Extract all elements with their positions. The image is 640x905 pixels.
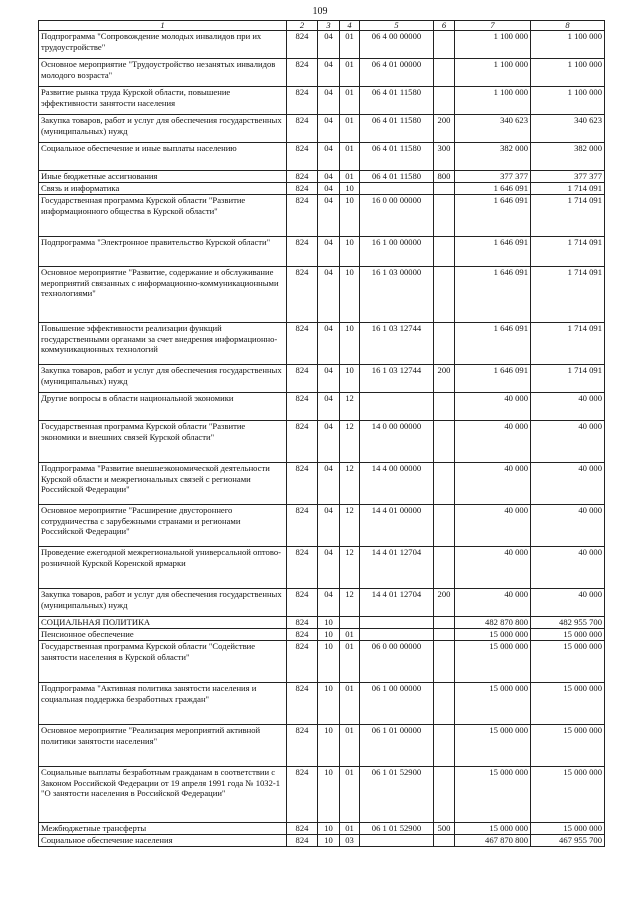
amount-year1-cell: 1 646 091 xyxy=(455,183,531,195)
row-name-cell: Иные бюджетные ассигнования xyxy=(39,171,287,183)
expense-type-cell xyxy=(434,267,455,323)
ministry-code-cell: 824 xyxy=(287,195,318,237)
section-code-cell: 10 xyxy=(318,823,340,835)
amount-year2-cell: 382 000 xyxy=(531,143,605,171)
amount-year1-cell: 15 000 000 xyxy=(455,683,531,725)
amount-year2-cell: 40 000 xyxy=(531,463,605,505)
amount-year1-cell: 1 646 091 xyxy=(455,323,531,365)
subsection-code-cell: 03 xyxy=(340,835,360,847)
section-code-cell: 04 xyxy=(318,59,340,87)
target-article-cell: 16 1 03 12744 xyxy=(360,323,434,365)
row-name-cell: Подпрограмма "Сопровождение молодых инвалидов при их трудоустройстве" xyxy=(39,31,287,59)
target-article-cell: 16 1 00 00000 xyxy=(360,237,434,267)
expense-type-cell xyxy=(434,463,455,505)
section-code-cell: 10 xyxy=(318,725,340,767)
row-name-cell: Пенсионное обеспечение xyxy=(39,629,287,641)
row-name-cell: Закупка товаров, работ и услуг для обеспечения государственных (муниципальных) нужд xyxy=(39,365,287,393)
expense-type-cell xyxy=(434,505,455,547)
amount-year1-cell: 482 870 800 xyxy=(455,617,531,629)
amount-year2-cell: 1 714 091 xyxy=(531,365,605,393)
target-article-cell: 06 1 01 00000 xyxy=(360,725,434,767)
section-code-cell: 04 xyxy=(318,365,340,393)
amount-year1-cell: 467 870 800 xyxy=(455,835,531,847)
column-header: 8 xyxy=(531,21,605,31)
expense-type-cell xyxy=(434,641,455,683)
expense-type-cell xyxy=(434,725,455,767)
ministry-code-cell: 824 xyxy=(287,629,318,641)
table-header-row xyxy=(39,21,605,31)
table-row xyxy=(39,641,605,683)
row-name-cell: Развитие рынка труда Курской области, повышение эффективности занятости населения xyxy=(39,87,287,115)
table-row xyxy=(39,195,605,237)
ministry-code-cell: 824 xyxy=(287,87,318,115)
ministry-code-cell: 824 xyxy=(287,683,318,725)
amount-year1-cell: 40 000 xyxy=(455,505,531,547)
target-article-cell: 06 1 00 00000 xyxy=(360,683,434,725)
row-name-cell: Другие вопросы в области национальной экономики xyxy=(39,393,287,421)
subsection-code-cell: 12 xyxy=(340,463,360,505)
amount-year1-cell: 15 000 000 xyxy=(455,823,531,835)
section-code-cell: 04 xyxy=(318,87,340,115)
expense-type-cell xyxy=(434,629,455,641)
column-header: 7 xyxy=(455,21,531,31)
column-header: 5 xyxy=(360,21,434,31)
expense-type-cell xyxy=(434,767,455,823)
table-row xyxy=(39,115,605,143)
expense-type-cell xyxy=(434,421,455,463)
column-header: 4 xyxy=(340,21,360,31)
ministry-code-cell: 824 xyxy=(287,835,318,847)
row-name-cell: Социальное обеспечение и иные выплаты населению xyxy=(39,143,287,171)
section-code-cell: 04 xyxy=(318,115,340,143)
row-name-cell: Социальное обеспечение населения xyxy=(39,835,287,847)
section-code-cell: 10 xyxy=(318,617,340,629)
expense-type-cell xyxy=(434,31,455,59)
row-name-cell: Связь и информатика xyxy=(39,183,287,195)
amount-year1-cell: 15 000 000 xyxy=(455,725,531,767)
section-code-cell: 04 xyxy=(318,547,340,589)
table-row xyxy=(39,31,605,59)
amount-year2-cell: 40 000 xyxy=(531,505,605,547)
amount-year1-cell: 1 100 000 xyxy=(455,31,531,59)
ministry-code-cell: 824 xyxy=(287,237,318,267)
ministry-code-cell: 824 xyxy=(287,617,318,629)
expense-type-cell: 500 xyxy=(434,823,455,835)
expense-type-cell: 200 xyxy=(434,589,455,617)
table-row xyxy=(39,393,605,421)
subsection-code-cell: 01 xyxy=(340,683,360,725)
amount-year1-cell: 1 100 000 xyxy=(455,59,531,87)
target-article-cell: 16 1 03 12744 xyxy=(360,365,434,393)
amount-year2-cell: 1 100 000 xyxy=(531,31,605,59)
subsection-code-cell: 10 xyxy=(340,365,360,393)
subsection-code-cell: 10 xyxy=(340,267,360,323)
expense-type-cell: 200 xyxy=(434,365,455,393)
section-code-cell: 04 xyxy=(318,505,340,547)
expense-type-cell xyxy=(434,617,455,629)
table-row xyxy=(39,143,605,171)
budget-table xyxy=(38,20,605,847)
table-row xyxy=(39,725,605,767)
expense-type-cell: 300 xyxy=(434,143,455,171)
amount-year2-cell: 15 000 000 xyxy=(531,725,605,767)
ministry-code-cell: 824 xyxy=(287,171,318,183)
subsection-code-cell: 12 xyxy=(340,393,360,421)
section-code-cell: 04 xyxy=(318,589,340,617)
target-article-cell: 06 4 01 00000 xyxy=(360,59,434,87)
amount-year2-cell: 467 955 700 xyxy=(531,835,605,847)
target-article-cell: 14 4 01 12704 xyxy=(360,547,434,589)
subsection-code-cell xyxy=(340,617,360,629)
target-article-cell xyxy=(360,629,434,641)
amount-year1-cell: 1 100 000 xyxy=(455,87,531,115)
ministry-code-cell: 824 xyxy=(287,31,318,59)
subsection-code-cell: 01 xyxy=(340,641,360,683)
ministry-code-cell: 824 xyxy=(287,365,318,393)
target-article-cell: 14 4 01 00000 xyxy=(360,505,434,547)
subsection-code-cell: 01 xyxy=(340,725,360,767)
subsection-code-cell: 12 xyxy=(340,589,360,617)
row-name-cell: Государственная программа Курской области "Развитие информационного общества в Курской области" xyxy=(39,195,287,237)
section-code-cell: 10 xyxy=(318,683,340,725)
amount-year2-cell: 1 714 091 xyxy=(531,323,605,365)
ministry-code-cell: 824 xyxy=(287,505,318,547)
subsection-code-cell: 12 xyxy=(340,547,360,589)
amount-year2-cell: 1 100 000 xyxy=(531,59,605,87)
section-code-cell: 10 xyxy=(318,629,340,641)
column-header: 1 xyxy=(39,21,287,31)
target-article-cell: 06 4 01 11580 xyxy=(360,115,434,143)
row-name-cell: Межбюджетные трансферты xyxy=(39,823,287,835)
row-name-cell: Подпрограмма "Активная политика занятости населения и социальная поддержка безработных граждан" xyxy=(39,683,287,725)
table-row xyxy=(39,629,605,641)
table-row xyxy=(39,683,605,725)
subsection-code-cell: 01 xyxy=(340,823,360,835)
amount-year2-cell: 1 714 091 xyxy=(531,267,605,323)
target-article-cell: 06 0 00 00000 xyxy=(360,641,434,683)
row-name-cell: Повышение эффективности реализации функций государственными органами за счет внедрения информационно-коммуникационных технологий xyxy=(39,323,287,365)
target-article-cell xyxy=(360,393,434,421)
table-row xyxy=(39,237,605,267)
table-row xyxy=(39,87,605,115)
table-row xyxy=(39,835,605,847)
target-article-cell: 14 4 01 12704 xyxy=(360,589,434,617)
section-code-cell: 04 xyxy=(318,267,340,323)
subsection-code-cell: 01 xyxy=(340,143,360,171)
page-number: 109 xyxy=(312,6,328,17)
table-row xyxy=(39,267,605,323)
ministry-code-cell: 824 xyxy=(287,641,318,683)
expense-type-cell xyxy=(434,183,455,195)
subsection-code-cell: 10 xyxy=(340,183,360,195)
row-name-cell: Основное мероприятие "Развитие, содержание и обслуживание мероприятий связанных с информационно-коммуникационными технологиями" xyxy=(39,267,287,323)
subsection-code-cell: 01 xyxy=(340,767,360,823)
target-article-cell: 16 0 00 00000 xyxy=(360,195,434,237)
target-article-cell: 14 4 00 00000 xyxy=(360,463,434,505)
target-article-cell: 06 4 00 00000 xyxy=(360,31,434,59)
ministry-code-cell: 824 xyxy=(287,547,318,589)
amount-year2-cell: 1 714 091 xyxy=(531,195,605,237)
amount-year1-cell: 340 623 xyxy=(455,115,531,143)
section-code-cell: 04 xyxy=(318,31,340,59)
amount-year1-cell: 40 000 xyxy=(455,393,531,421)
amount-year1-cell: 40 000 xyxy=(455,547,531,589)
amount-year1-cell: 40 000 xyxy=(455,463,531,505)
expense-type-cell xyxy=(434,87,455,115)
expense-type-cell xyxy=(434,393,455,421)
expense-type-cell xyxy=(434,237,455,267)
table-row xyxy=(39,617,605,629)
subsection-code-cell: 01 xyxy=(340,171,360,183)
section-code-cell: 04 xyxy=(318,195,340,237)
amount-year1-cell: 15 000 000 xyxy=(455,629,531,641)
amount-year2-cell: 15 000 000 xyxy=(531,683,605,725)
expense-type-cell xyxy=(434,683,455,725)
subsection-code-cell: 01 xyxy=(340,31,360,59)
section-code-cell: 04 xyxy=(318,421,340,463)
amount-year2-cell: 377 377 xyxy=(531,171,605,183)
ministry-code-cell: 824 xyxy=(287,421,318,463)
subsection-code-cell: 12 xyxy=(340,421,360,463)
ministry-code-cell: 824 xyxy=(287,143,318,171)
row-name-cell: СОЦИАЛЬНАЯ ПОЛИТИКА xyxy=(39,617,287,629)
target-article-cell: 06 4 01 11580 xyxy=(360,87,434,115)
amount-year1-cell: 15 000 000 xyxy=(455,641,531,683)
amount-year2-cell: 15 000 000 xyxy=(531,629,605,641)
expense-type-cell xyxy=(434,323,455,365)
column-header: 2 xyxy=(287,21,318,31)
ministry-code-cell: 824 xyxy=(287,323,318,365)
expense-type-cell xyxy=(434,59,455,87)
subsection-code-cell: 10 xyxy=(340,195,360,237)
amount-year1-cell: 40 000 xyxy=(455,589,531,617)
ministry-code-cell: 824 xyxy=(287,59,318,87)
amount-year1-cell: 15 000 000 xyxy=(455,767,531,823)
ministry-code-cell: 824 xyxy=(287,823,318,835)
amount-year1-cell: 382 000 xyxy=(455,143,531,171)
row-name-cell: Государственная программа Курской области "Содействие занятости населения в Курской области" xyxy=(39,641,287,683)
amount-year1-cell: 1 646 091 xyxy=(455,365,531,393)
section-code-cell: 04 xyxy=(318,237,340,267)
row-name-cell: Основное мероприятие "Расширение двустороннего сотрудничества с зарубежными странами и регионами Российской Федерации" xyxy=(39,505,287,547)
ministry-code-cell: 824 xyxy=(287,183,318,195)
subsection-code-cell: 01 xyxy=(340,629,360,641)
column-header: 6 xyxy=(434,21,455,31)
column-header: 3 xyxy=(318,21,340,31)
table-row xyxy=(39,323,605,365)
row-name-cell: Основное мероприятие "Реализация мероприятий активной политики занятости населения" xyxy=(39,725,287,767)
amount-year2-cell: 1 714 091 xyxy=(531,183,605,195)
table-row xyxy=(39,421,605,463)
target-article-cell: 16 1 03 00000 xyxy=(360,267,434,323)
amount-year2-cell: 15 000 000 xyxy=(531,823,605,835)
amount-year2-cell: 340 623 xyxy=(531,115,605,143)
subsection-code-cell: 01 xyxy=(340,59,360,87)
expense-type-cell: 800 xyxy=(434,171,455,183)
amount-year1-cell: 1 646 091 xyxy=(455,195,531,237)
amount-year2-cell: 40 000 xyxy=(531,547,605,589)
amount-year1-cell: 1 646 091 xyxy=(455,267,531,323)
amount-year2-cell: 1 714 091 xyxy=(531,237,605,267)
ministry-code-cell: 824 xyxy=(287,589,318,617)
table-row xyxy=(39,59,605,87)
row-name-cell: Подпрограмма "Развитие внешнеэкономической деятельности Курской области и межрегиональных связей с регионами Российской Федерации" xyxy=(39,463,287,505)
section-code-cell: 04 xyxy=(318,183,340,195)
section-code-cell: 10 xyxy=(318,767,340,823)
subsection-code-cell: 01 xyxy=(340,115,360,143)
section-code-cell: 10 xyxy=(318,641,340,683)
section-code-cell: 10 xyxy=(318,835,340,847)
table-row xyxy=(39,547,605,589)
ministry-code-cell: 824 xyxy=(287,725,318,767)
row-name-cell: Закупка товаров, работ и услуг для обеспечения государственных (муниципальных) нужд xyxy=(39,115,287,143)
table-row xyxy=(39,171,605,183)
target-article-cell xyxy=(360,183,434,195)
table-row xyxy=(39,589,605,617)
ministry-code-cell: 824 xyxy=(287,115,318,143)
target-article-cell xyxy=(360,835,434,847)
table-row xyxy=(39,183,605,195)
ministry-code-cell: 824 xyxy=(287,267,318,323)
amount-year1-cell: 377 377 xyxy=(455,171,531,183)
section-code-cell: 04 xyxy=(318,463,340,505)
expense-type-cell xyxy=(434,195,455,237)
row-name-cell: Государственная программа Курской области "Развитие экономики и внешних связей Курской области" xyxy=(39,421,287,463)
subsection-code-cell: 10 xyxy=(340,323,360,365)
row-name-cell: Подпрограмма "Электронное правительство Курской области" xyxy=(39,237,287,267)
amount-year2-cell: 40 000 xyxy=(531,589,605,617)
subsection-code-cell: 12 xyxy=(340,505,360,547)
table-row xyxy=(39,365,605,393)
section-code-cell: 04 xyxy=(318,171,340,183)
ministry-code-cell: 824 xyxy=(287,767,318,823)
table-row xyxy=(39,505,605,547)
ministry-code-cell: 824 xyxy=(287,463,318,505)
target-article-cell: 06 1 01 52900 xyxy=(360,767,434,823)
row-name-cell: Основное мероприятие "Трудоустройство незанятых инвалидов молодого возраста" xyxy=(39,59,287,87)
amount-year1-cell: 1 646 091 xyxy=(455,237,531,267)
amount-year2-cell: 40 000 xyxy=(531,393,605,421)
amount-year2-cell: 482 955 700 xyxy=(531,617,605,629)
amount-year2-cell: 15 000 000 xyxy=(531,767,605,823)
table-row xyxy=(39,463,605,505)
section-code-cell: 04 xyxy=(318,323,340,365)
subsection-code-cell: 10 xyxy=(340,237,360,267)
ministry-code-cell: 824 xyxy=(287,393,318,421)
amount-year2-cell: 15 000 000 xyxy=(531,641,605,683)
target-article-cell: 06 4 01 11580 xyxy=(360,171,434,183)
amount-year1-cell: 40 000 xyxy=(455,421,531,463)
section-code-cell: 04 xyxy=(318,143,340,171)
table-row xyxy=(39,767,605,823)
section-code-cell: 04 xyxy=(318,393,340,421)
target-article-cell: 06 1 01 52900 xyxy=(360,823,434,835)
target-article-cell: 14 0 00 00000 xyxy=(360,421,434,463)
amount-year2-cell: 1 100 000 xyxy=(531,87,605,115)
row-name-cell: Закупка товаров, работ и услуг для обеспечения государственных (муниципальных) нужд xyxy=(39,589,287,617)
row-name-cell: Проведение ежегодной межрегиональной универсальной оптово-розничной Курской Коренской ярмарки xyxy=(39,547,287,589)
expense-type-cell: 200 xyxy=(434,115,455,143)
amount-year2-cell: 40 000 xyxy=(531,421,605,463)
subsection-code-cell: 01 xyxy=(340,87,360,115)
expense-type-cell xyxy=(434,835,455,847)
target-article-cell xyxy=(360,617,434,629)
table-row xyxy=(39,823,605,835)
target-article-cell: 06 4 01 11580 xyxy=(360,143,434,171)
row-name-cell: Социальные выплаты безработным гражданам в соответствии с Законом Российской Федерации от 19 апреля 1991 года № 1032-1 "О занятости населения в Российской Федерации" xyxy=(39,767,287,823)
expense-type-cell xyxy=(434,547,455,589)
